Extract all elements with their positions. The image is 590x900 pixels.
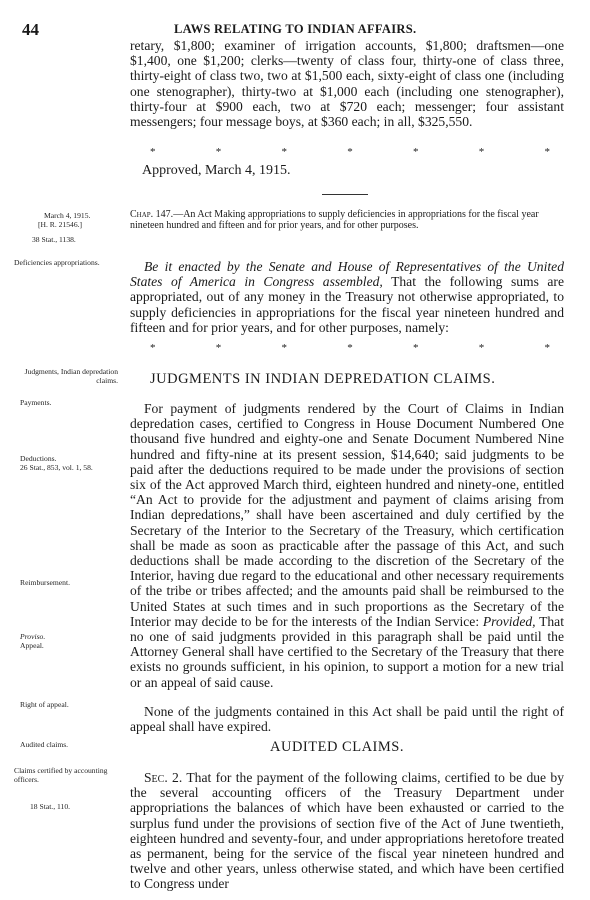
side-note-proviso: Proviso. xyxy=(20,632,46,641)
side-note-date: March 4, 1915. xyxy=(44,211,91,220)
side-note-stat18: 18 Stat., 110. xyxy=(30,802,71,811)
side-note-deductions-ref: 26 Stat., 853, vol. 1, 58. xyxy=(20,463,93,472)
side-note-judgments: Judgments, Indian depredation claims. xyxy=(24,367,118,385)
star: * xyxy=(215,342,222,354)
star: * xyxy=(478,146,485,158)
chapter-title xyxy=(130,209,564,232)
audited-paragraph xyxy=(130,770,564,892)
star: * xyxy=(215,146,222,158)
star: * xyxy=(544,342,550,354)
chapter-prefix: Chap. 147. xyxy=(130,209,174,220)
star: * xyxy=(150,146,156,158)
side-note-stat: 38 Stat., 1138. xyxy=(32,235,76,244)
star: * xyxy=(347,146,353,158)
side-note-reimbursement: Reimbursement. xyxy=(20,578,70,587)
running-head: LAWS RELATING TO INDIAN AFFAIRS. xyxy=(174,22,417,36)
top-paragraph: retary, $1,800; examiner of irrigation accounts, $1,800; draftsmen—one $1,400, one $1,200; clerks—twenty of class four, thirty-one of class three, thirty-eight of class two, two at $1,500 each, sixty-eight of class one (including one stenographer), thirty-two at $1,000 each (including one stenographer), thirty-four at $900 each, two at $720 each; messenger; four assistant messengers; four message boys, at $360 each; in all, $325,550. xyxy=(130,38,564,130)
stars-row-1 xyxy=(150,146,550,158)
stars-row-2 xyxy=(150,342,550,354)
judgments-text-a: For payment of judgments rendered by the Court of Claims in Indian depredation cases, certified to Congress in House Document Numbered One thousand five hundred and eighty-one and Senate Document Numbered Nine hundred and fifty-nine at its present session, $14,640; said judgments to be paid after the deductions required to be made under the provisions of section six of the Act approved March third, eighteen hundred and ninety-one, entitled “An Act to provide for the adjustment and payment of claims arising from Indian depredations,” shall have been ascertained and duly certified by the Secretary of the Interior to the Secretary of the Treasury, which certification shall be made as soon as practicable after the passage of this Act, and such deductions shall be made according to the discretion of the Secretary of the Interior, having due regard to the educational and other necessary requirements of the tribe or tribes affected; and the amounts paid shall be reimbursed to the United States at such times and in such proportions as the Secretary of the Interior may decide to be for the interests of the Indian Service: xyxy=(130,401,564,629)
side-note-deductions: Deductions. xyxy=(20,454,57,463)
audited-heading: AUDITED CLAIMS. xyxy=(270,739,404,755)
star: * xyxy=(281,342,287,354)
side-note-payments: Payments. xyxy=(20,398,52,407)
side-note-bill: [H. R. 21546.] xyxy=(38,220,83,229)
side-note-appeal: Appeal. xyxy=(20,641,44,650)
side-note-claims-certified: Claims certified by accounting officers. xyxy=(14,766,108,784)
star: * xyxy=(281,146,287,158)
side-note-right-of-appeal: Right of appeal. xyxy=(20,700,69,709)
side-note-deficiencies: Deficiencies appropriations. xyxy=(14,258,100,267)
star: * xyxy=(413,146,419,158)
page-number: 44 xyxy=(22,20,39,39)
enacting-clause xyxy=(130,259,564,335)
right-of-appeal-paragraph: None of the judgments contained in this Act shall be paid until the right of appeal shall have expired. xyxy=(130,704,564,735)
section-rule xyxy=(322,194,368,195)
star: * xyxy=(413,342,419,354)
proviso-word: Provided, xyxy=(482,613,536,629)
section-label: Sec. 2. xyxy=(144,770,183,785)
star: * xyxy=(150,342,156,354)
side-note-audited: Audited claims. xyxy=(20,740,69,749)
star: * xyxy=(347,342,353,354)
judgments-paragraph xyxy=(130,401,564,690)
enacting-rest: That the following sums are appropriated, out of any money in the Treasury not otherwise appropriated, to supply deficiencies in appropriations for the fiscal year nineteen hundred and fifteen and for prior years, and for other purposes, namely: xyxy=(130,274,564,335)
enacting-italic: Be it enacted by the Senate and House of Representatives of the United States of America in Congress assembled, xyxy=(130,259,564,290)
judgments-heading: JUDGMENTS IN INDIAN DEPREDATION CLAIMS. xyxy=(150,371,496,387)
chapter-text: —An Act Making appropriations to supply deficiencies in appropriations for the fiscal year nineteen hundred and fifteen and for prior years, and for other purposes. xyxy=(130,209,539,232)
audited-text: That for the payment of the following claims, certified to be due by the several accounting officers of the Treasury Department under appropriations the balances of which have been exhausted or carried to the surplus fund under the provisions of section five of the Act of June twentieth, eighteen hundred and seventy-four, and under appropriations heretofore treated as permanent, being for the service of the fiscal year nineteen hundred and twelve and other years, unless otherwise stated, and which have been certified to Congress under xyxy=(130,770,564,892)
star: * xyxy=(544,146,550,158)
star: * xyxy=(478,342,485,354)
judgments-text-b: That no one of said judgments provided in this paragraph shall be paid until the Attorney General shall have certified to the Secretary of the Treasury that there exists no grounds sufficient, in his opinion, to support a motion for a new trial or an appeal of said cause. xyxy=(130,613,564,690)
approved-line: Approved, March 4, 1915. xyxy=(142,163,291,178)
